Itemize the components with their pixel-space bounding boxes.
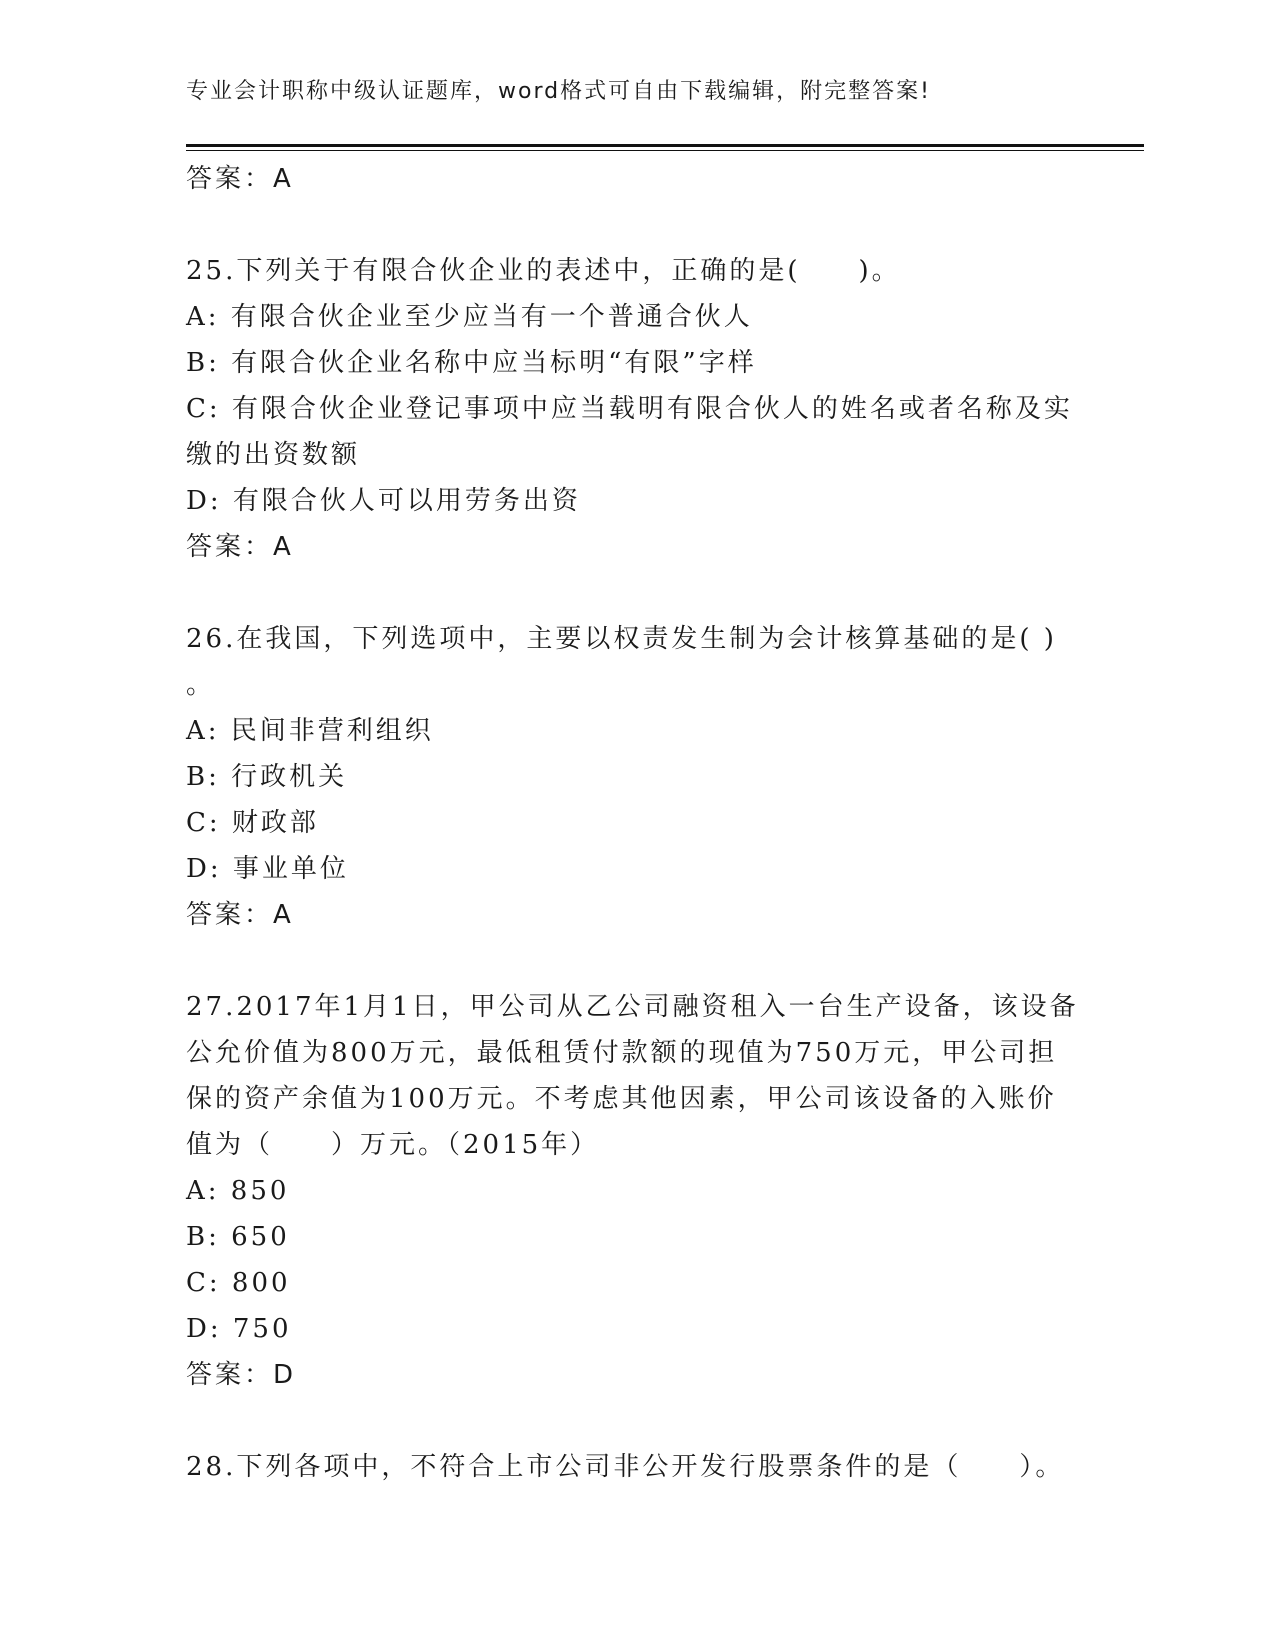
q27-option-a: A: 850 xyxy=(186,1176,290,1206)
page-header: 专业会计职称中级认证题库，word格式可自由下载编辑，附完整答案! xyxy=(186,79,931,104)
spacer xyxy=(186,1398,1086,1444)
q27-option-c: C: 800 xyxy=(186,1268,291,1298)
q26-answer: 答案：A xyxy=(186,900,294,930)
q25-stem: 25.下列关于有限合伙企业的表述中，正确的是( )。 xyxy=(186,256,901,286)
q24-answer: 答案：A xyxy=(186,164,294,194)
q27-stem-line4: 值为（ ）万元。（2015年） xyxy=(186,1130,600,1160)
q26-option-b: B: 行政机关 xyxy=(186,762,348,792)
q26-option-c: C: 财政部 xyxy=(186,808,319,838)
q27-option-b: B: 650 xyxy=(186,1222,290,1252)
q27-stem-line3: 保的资产余值为100万元。不考虑其他因素，甲公司该设备的入账价 xyxy=(186,1084,1057,1114)
q25-option-b: B: 有限合伙企业名称中应当标明“有限”字样 xyxy=(186,348,757,378)
q26-option-a: A: 民间非营利组织 xyxy=(186,716,434,746)
q27-stem-line1: 27.2017年1月1日，甲公司从乙公司融资租入一台生产设备，该设备 xyxy=(186,992,1079,1022)
q26-stem-cont: 。 xyxy=(186,670,216,700)
q26-stem: 26.在我国，下列选项中，主要以权责发生制为会计核算基础的是( ) xyxy=(186,624,1057,654)
question-content xyxy=(186,156,1086,1490)
header-rule-thin xyxy=(186,150,1144,151)
spacer xyxy=(186,938,1086,984)
q27-answer: 答案：D xyxy=(186,1360,297,1390)
q27-stem-line2: 公允价值为800万元，最低租赁付款额的现值为750万元，甲公司担 xyxy=(186,1038,1058,1068)
q26-option-d: D: 事业单位 xyxy=(186,854,349,884)
q25-answer: 答案：A xyxy=(186,532,294,562)
q25-option-c-cont: 缴的出资数额 xyxy=(186,440,361,470)
q25-option-d: D: 有限合伙人可以用劳务出资 xyxy=(186,486,581,516)
spacer xyxy=(186,202,1086,248)
spacer xyxy=(186,570,1086,616)
header-rule-thick xyxy=(186,144,1144,147)
q25-option-a: A: 有限合伙企业至少应当有一个普通合伙人 xyxy=(186,302,753,332)
q27-option-d: D: 750 xyxy=(186,1314,292,1344)
q28-stem: 28.下列各项中，不符合上市公司非公开发行股票条件的是（ ）。 xyxy=(186,1452,1065,1482)
q25-option-c: C: 有限合伙企业登记事项中应当载明有限合伙人的姓名或者名称及实 xyxy=(186,394,1073,424)
